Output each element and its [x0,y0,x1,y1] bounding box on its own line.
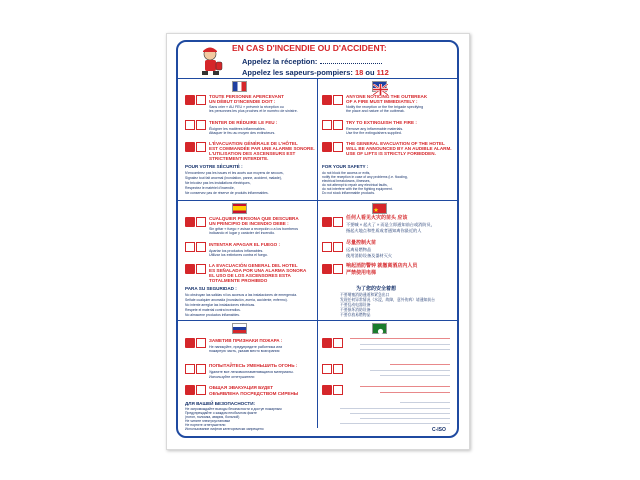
flag-spain-icon [232,203,247,214]
cn-bullet: 不要堵塞消防通道和紧急出口 [340,293,390,297]
phone-alarm-icon [322,217,332,227]
fire-extinguisher-icon [185,120,195,130]
en-heading-2: TRY TO EXTINGUISH THE FIRE : [346,120,417,125]
es-bullet: No almacene productos inflamables. [185,313,240,317]
fire-extinguisher-icon [322,364,332,374]
flame-icon [196,142,206,152]
column-divider [317,78,318,428]
flame-icon [196,264,206,274]
fr-text-2b: Attaquer le feu au moyen des extincteurs. [209,131,276,135]
es-heading-3b: ES SEÑALADA POR UNA ALARMA SONORA [209,268,307,273]
emergency-number-18: 18 [354,68,364,77]
arabic-text-line [360,344,450,345]
firefighters-line [242,68,389,77]
en-bullet: do not block the access or exits, [322,171,371,175]
flame-icon [333,338,343,348]
es-heading-1: CUALQUIER PERSONA QUE DESCUBRA [209,216,299,221]
ru-bullet: Не загромождайте выходы безопасности и доступ пожарным [185,407,282,411]
arabic-text-line [340,408,450,409]
flag-uk-icon [372,81,387,92]
flame-icon [196,242,206,252]
fire-alarm-evacuation-icon [185,385,195,395]
flag-france-icon [232,81,247,92]
fire-extinguisher-icon [185,242,195,252]
flame-icon [196,217,206,227]
cn-bullet: 发现任何异常情况（水浸，故障，意外伤病）请通知前台 [340,298,435,302]
ru-heading-3b: ОБЪЯВЛЕНА ПОСРЕДСТВОМ СИРЕНЫ [209,391,299,396]
cn-text-2a: 远离易燃物品 [346,247,372,252]
cn-heading-3: 响起消防警钟 就撤离酒店内人员 [346,263,418,269]
cn-text-2b: 使用消防设备及器材灭火 [346,253,393,258]
cn-safety-heading: 为了您的安全着想 [356,286,397,292]
phone-alarm-icon [322,95,332,105]
arabic-text-line [360,349,450,350]
ru-bullet: Не портите огнетушители [185,423,226,427]
ru-bullet: Использование лифтов категорически запрещено [185,427,264,431]
es-heading-2: INTENTAR APAGAR EL FUEGO : [209,242,281,247]
flame-icon [333,120,343,130]
flame-icon [333,264,343,274]
arabic-text-line [390,364,450,365]
en-bullet: Do not stock inflammable products. [322,191,375,195]
flame-icon [333,242,343,252]
cn-bullet: 不要存放易燃物品 [340,313,371,317]
ru-text-2a: Удалите все легковоспламеняющиеся материалы. [209,370,294,374]
ru-heading-3: ОБЩАЯ ЭВАКУАЦИЯ БУДЕТ [209,385,274,390]
es-text-2b: Utilizar los extintores contra el fuego. [209,253,268,257]
flag-arab-icon [372,323,387,334]
row-divider-top [178,78,458,79]
flag-russia-icon [232,323,247,334]
ru-safety-heading: ДЛЯ ВАШЕЙ БЕЗОПАСНОСТИ: [185,401,256,406]
arabic-text-line [350,338,450,339]
cn-heading-2: 尽量控制火苗 [346,240,377,246]
es-bullet: No intente arreglar las instalaciones eléctricas. [185,303,256,307]
arabic-text-line [350,413,450,414]
es-safety-heading: PARA SU SEGURIDAD : [185,286,237,291]
ru-bullet: Не чините электроустановки [185,419,231,423]
flag-china-icon [372,203,387,214]
fr-heading-3: L'ÉVACUATION GÉNÉRALE DE L'HÔTEL [209,141,298,146]
es-bullet: No obstruyan las salidas ni los accesos a las instalaciones de emergencia. [185,293,298,297]
phone-alarm-icon [185,338,195,348]
fr-heading-1b: UN DÉBUT D'INCENDIE DOIT : [209,99,276,104]
flame-icon [196,338,206,348]
en-text-1a: Notify the reception or the fire brigade specifying [346,105,424,109]
fire-alarm-evacuation-icon [185,264,195,274]
flame-icon [196,120,206,130]
en-bullet: notify the reception in case of any problems (i.e. flooding, [322,175,408,179]
reception-line [242,57,382,66]
flame-icon [333,385,343,395]
en-heading-3: THE GENERAL EVACUATION OF THE HOTEL [346,141,445,146]
row-divider-1 [178,200,458,201]
en-heading-3c: USE OF LIFTS IS STRICTLY FORBIDDEN. [346,151,436,156]
fr-text-1b: les personnes les plus proches et le numéro de sinistre. [209,109,298,113]
arabic-text-line [400,402,450,403]
cn-bullet: 不要乱动电器设备 [340,303,371,307]
arabic-text-line [380,375,450,376]
flame-icon [196,364,206,374]
en-text-1b: the place and nature of the outbreak. [346,109,405,113]
es-heading-1b: UN PRINCIPIO DE INCENDIO DEBE : [209,221,289,226]
fire-alarm-evacuation-icon [322,142,332,152]
fr-bullet: Signalez tout fait anormal (inondation, panne, accident, malade), [185,176,282,180]
firefighter-mascot-icon [196,45,228,77]
row-divider-2 [178,320,458,321]
fr-bullet: Ne bricolez pas les installations électriques, [185,181,251,185]
es-bullet: Señale cualquier anomalía (inundación, avería, accidente, enfermo). [185,298,288,302]
en-bullet: do not interfere with the fire fighting equipment. [322,187,393,191]
ru-text-1a: Не паникуйте, предупредите работника или [209,345,283,349]
fr-text-2a: Éloigner les matières inflammables. [209,127,266,131]
ru-bullet: (потоп, поломка, авария, больной) [185,415,240,419]
cn-heading-3b: 严禁使用电梯 [346,270,377,276]
fr-heading-1: TOUTE PERSONNE APERCEVANT [209,94,284,99]
es-heading-3: LA EVACUACIÓN GENERAL DEL HOTEL [209,263,298,268]
fr-bullet: Respectez le matériel d'incendie, [185,186,235,190]
fr-safety-heading: POUR VOTRE SÉCURITÉ : [185,164,243,169]
en-safety-heading: FOR YOUR SAFETY : [322,164,369,169]
arabic-text-line [340,423,450,424]
es-heading-3c: EL USO DE LOS ASCENSORES ESTA [209,273,291,278]
ru-heading-1: ЗАМЕТИВ ПРИЗНАКИ ПОЖАРА : [209,338,283,343]
phone-alarm-icon [322,338,332,348]
fr-heading-3d: STRICTEMENT INTERDITE. [209,156,269,161]
en-bullet: electrical breakdowns, illnesses, [322,179,371,183]
es-text-1b: indicando el lugar y carácter del incendio. [209,231,276,235]
ru-bullet: Предупреждайте о каждом необычном факте [185,411,257,415]
fr-heading-3b: EST COMMANDÉE PAR UNE ALARME SONORE. [209,146,315,151]
fire-alarm-evacuation-icon [322,264,332,274]
fr-text-1a: Sans crier « AU FEU » prévenir la réception ou [209,105,284,109]
arabic-text-line [380,392,450,393]
flame-icon [196,385,206,395]
emergency-number-112: 112 [376,68,389,77]
flame-icon [196,95,206,105]
firefighters-label: Appelez les sapeurs-pompiers: [242,68,353,77]
conjunction: ou [365,68,375,77]
fire-alarm-evacuation-icon [185,142,195,152]
ru-heading-2: ПОПЫТАЙТЕСЬ УМЕНЬШИТЬ ОГОНЬ : [209,363,298,368]
cn-text-1a: 不要喊 « 起火了 » 而是立即通知前台或消防员， [346,222,435,227]
phone-alarm-icon [185,217,195,227]
cn-text-1b: 指起火地点和性质或者通知离你最近的人 [346,228,422,233]
flame-icon [333,364,343,374]
fr-bullet: N'encombrez pas les issues et les accès aux moyens de secours, [185,171,284,175]
reception-blank [320,63,382,64]
flame-icon [333,217,343,227]
en-heading-1b: OF A FIRE MUST IMMEDIATELY : [346,99,418,104]
fire-extinguisher-icon [185,364,195,374]
flame-icon [333,95,343,105]
fire-alarm-evacuation-icon [322,385,332,395]
ru-text-2b: Используйте огнетушители [209,375,255,379]
fr-bullet: Ne conservez pas de réserve de produits inflammables. [185,191,269,195]
poster-code: C-ISO [432,427,446,433]
cn-bullet: 不要损坏消防设备 [340,308,371,312]
en-bullet: do not attempt to repair any electrical faults, [322,183,388,187]
arabic-text-line [360,418,450,419]
fr-heading-2: TENTER DE RÉDUIRE LE FEU : [209,120,278,125]
poster-title: EN CAS D'INCENDIE OU D'ACCIDENT: [232,43,387,53]
en-text-2b: Use the fire extinguishers supplied. [346,131,402,135]
flame-icon [333,142,343,152]
fr-heading-3c: L'UTILISATION DES ASCENSEURS EST [209,151,296,156]
es-bullet: Respete el material contra incendios. [185,308,241,312]
reception-label: Appelez la réception: [242,57,318,66]
es-text-1a: Sin gritar « fuego » avisar a recepción o a los bomberos [209,227,299,231]
en-heading-1: ANYONE NOTICING THE OUTBREAK [346,94,428,99]
arabic-text-line [370,370,450,371]
en-heading-3b: WILL BE ANNOUNCED BY AN AUDIBLE ALARM. [346,146,452,151]
es-heading-3d: TOTALMENTE PROHIBIDO [209,278,268,283]
en-text-2a: Remove any inflammable materials. [346,127,404,131]
es-text-2a: Apartar los productos inflamables. [209,249,264,253]
fire-extinguisher-icon [322,242,332,252]
phone-alarm-icon [185,95,195,105]
ru-text-1b: пожарную часть, указав место возгорания [209,349,280,353]
arabic-text-line [360,386,450,387]
cn-heading-1: 任何人看见火灾的苗头 应该 [346,215,408,221]
fire-extinguisher-icon [322,120,332,130]
